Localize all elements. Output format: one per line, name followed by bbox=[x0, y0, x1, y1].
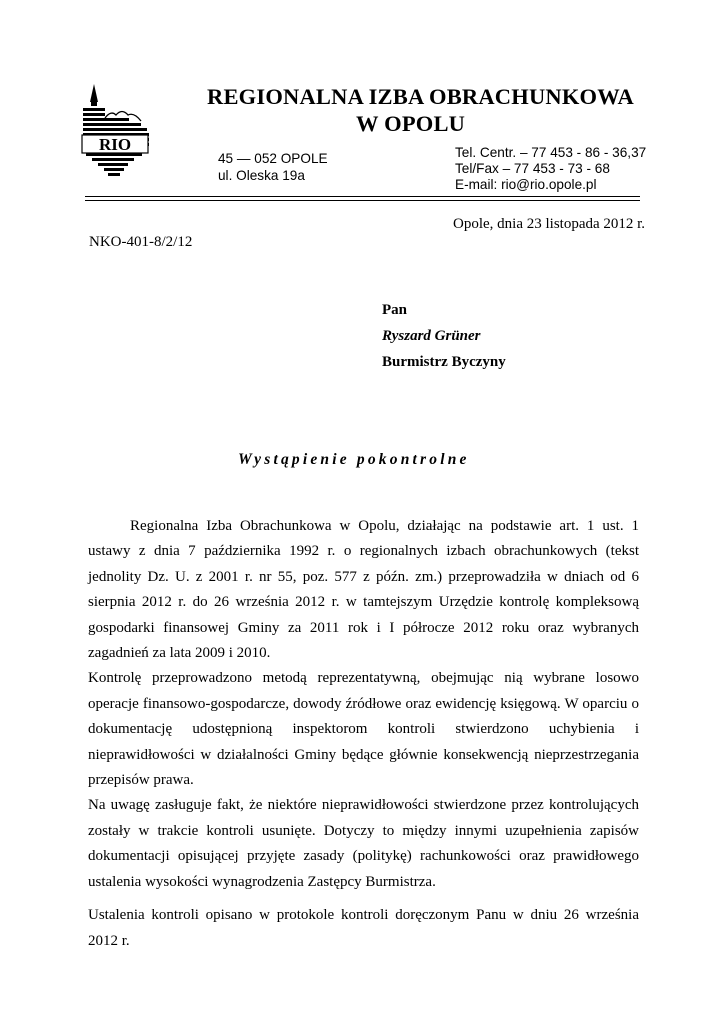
place-date: Opole, dnia 23 listopada 2012 r. bbox=[453, 216, 646, 232]
letter-body bbox=[88, 514, 639, 954]
recipient-salutation: Pan bbox=[382, 302, 408, 318]
reference-number: NKO-401-8/2/12 bbox=[89, 234, 193, 250]
logo-text: RIO bbox=[98, 135, 132, 154]
email-address: E-mail: rio@rio.opole.pl bbox=[455, 177, 597, 192]
street-address: ul. Oleska 19a bbox=[218, 168, 305, 183]
paragraph-4: Ustalenia kontroli opisano w protokole kontroli doręczonym Panu w dniu 26 września 2012 r. bbox=[88, 907, 639, 949]
recipient-name: Ryszard Grüner bbox=[382, 328, 481, 344]
header-rule-top bbox=[85, 196, 640, 197]
recipient-title: Burmistrz Byczyny bbox=[382, 354, 506, 370]
phone-fax: Tel/Fax – 77 453 - 73 - 68 bbox=[455, 161, 610, 176]
postal-code: 45 — 052 OPOLE bbox=[218, 151, 328, 166]
phone-central: Tel. Centr. – 77 453 - 86 - 36,37 bbox=[455, 145, 647, 160]
paragraph-2: Kontrolę przeprowadzono metodą reprezentatywną, obejmując nią wybrane losowo operacje finansowo-gospodarcze, dowody źródłowe oraz ewidencję księgową. W oparciu o dokumentację udostępnioną inspektorom kontroli stwierdzono uchybienia i nieprawidłowości w działalności Gminy będące głównie konsekwencją nieprzestrzegania przepisów prawa. bbox=[88, 670, 639, 789]
org-name-line2: W OPOLU bbox=[356, 111, 466, 136]
rio-logo bbox=[78, 82, 154, 186]
org-name-line1: REGIONALNA IZBA OBRACHUNKOWA bbox=[207, 84, 634, 109]
header-rule-bottom bbox=[85, 200, 640, 201]
document-heading: Wystąpienie pokontrolne bbox=[238, 451, 470, 468]
paragraph-1: Regionalna Izba Obrachunkowa w Opolu, działając na podstawie art. 1 ust. 1 ustawy z dnia 7 października 1992 r. o regionalnych izbach obrachunkowych (tekst jednolity Dz. U. z 2001 r. nr 55, poz. 577 z późn. zm.) przeprowadziła w dniach od 6 sierpnia 2012 r. do 26 września 2012 r. w tamtejszym Urzędzie kontrolę kompleksową gospodarki finansowej Gminy za 2011 rok i I półrocze 2012 roku oraz wybranych zagadnień za lata 2009 i 2010. bbox=[88, 518, 639, 662]
paragraph-3: Na uwagę zasługuje fakt, że niektóre nieprawidłowości stwierdzone przez kontrolujących zostały w trakcie kontroli usunięte. Dotyczy to między innymi uzupełnienia zapisów dokumentacji opisującej przyjęte zasady (politykę) rachunkowości oraz prawidłowego ustalenia wysokości wynagrodzenia Zastępcy Burmistrza. bbox=[88, 797, 639, 890]
